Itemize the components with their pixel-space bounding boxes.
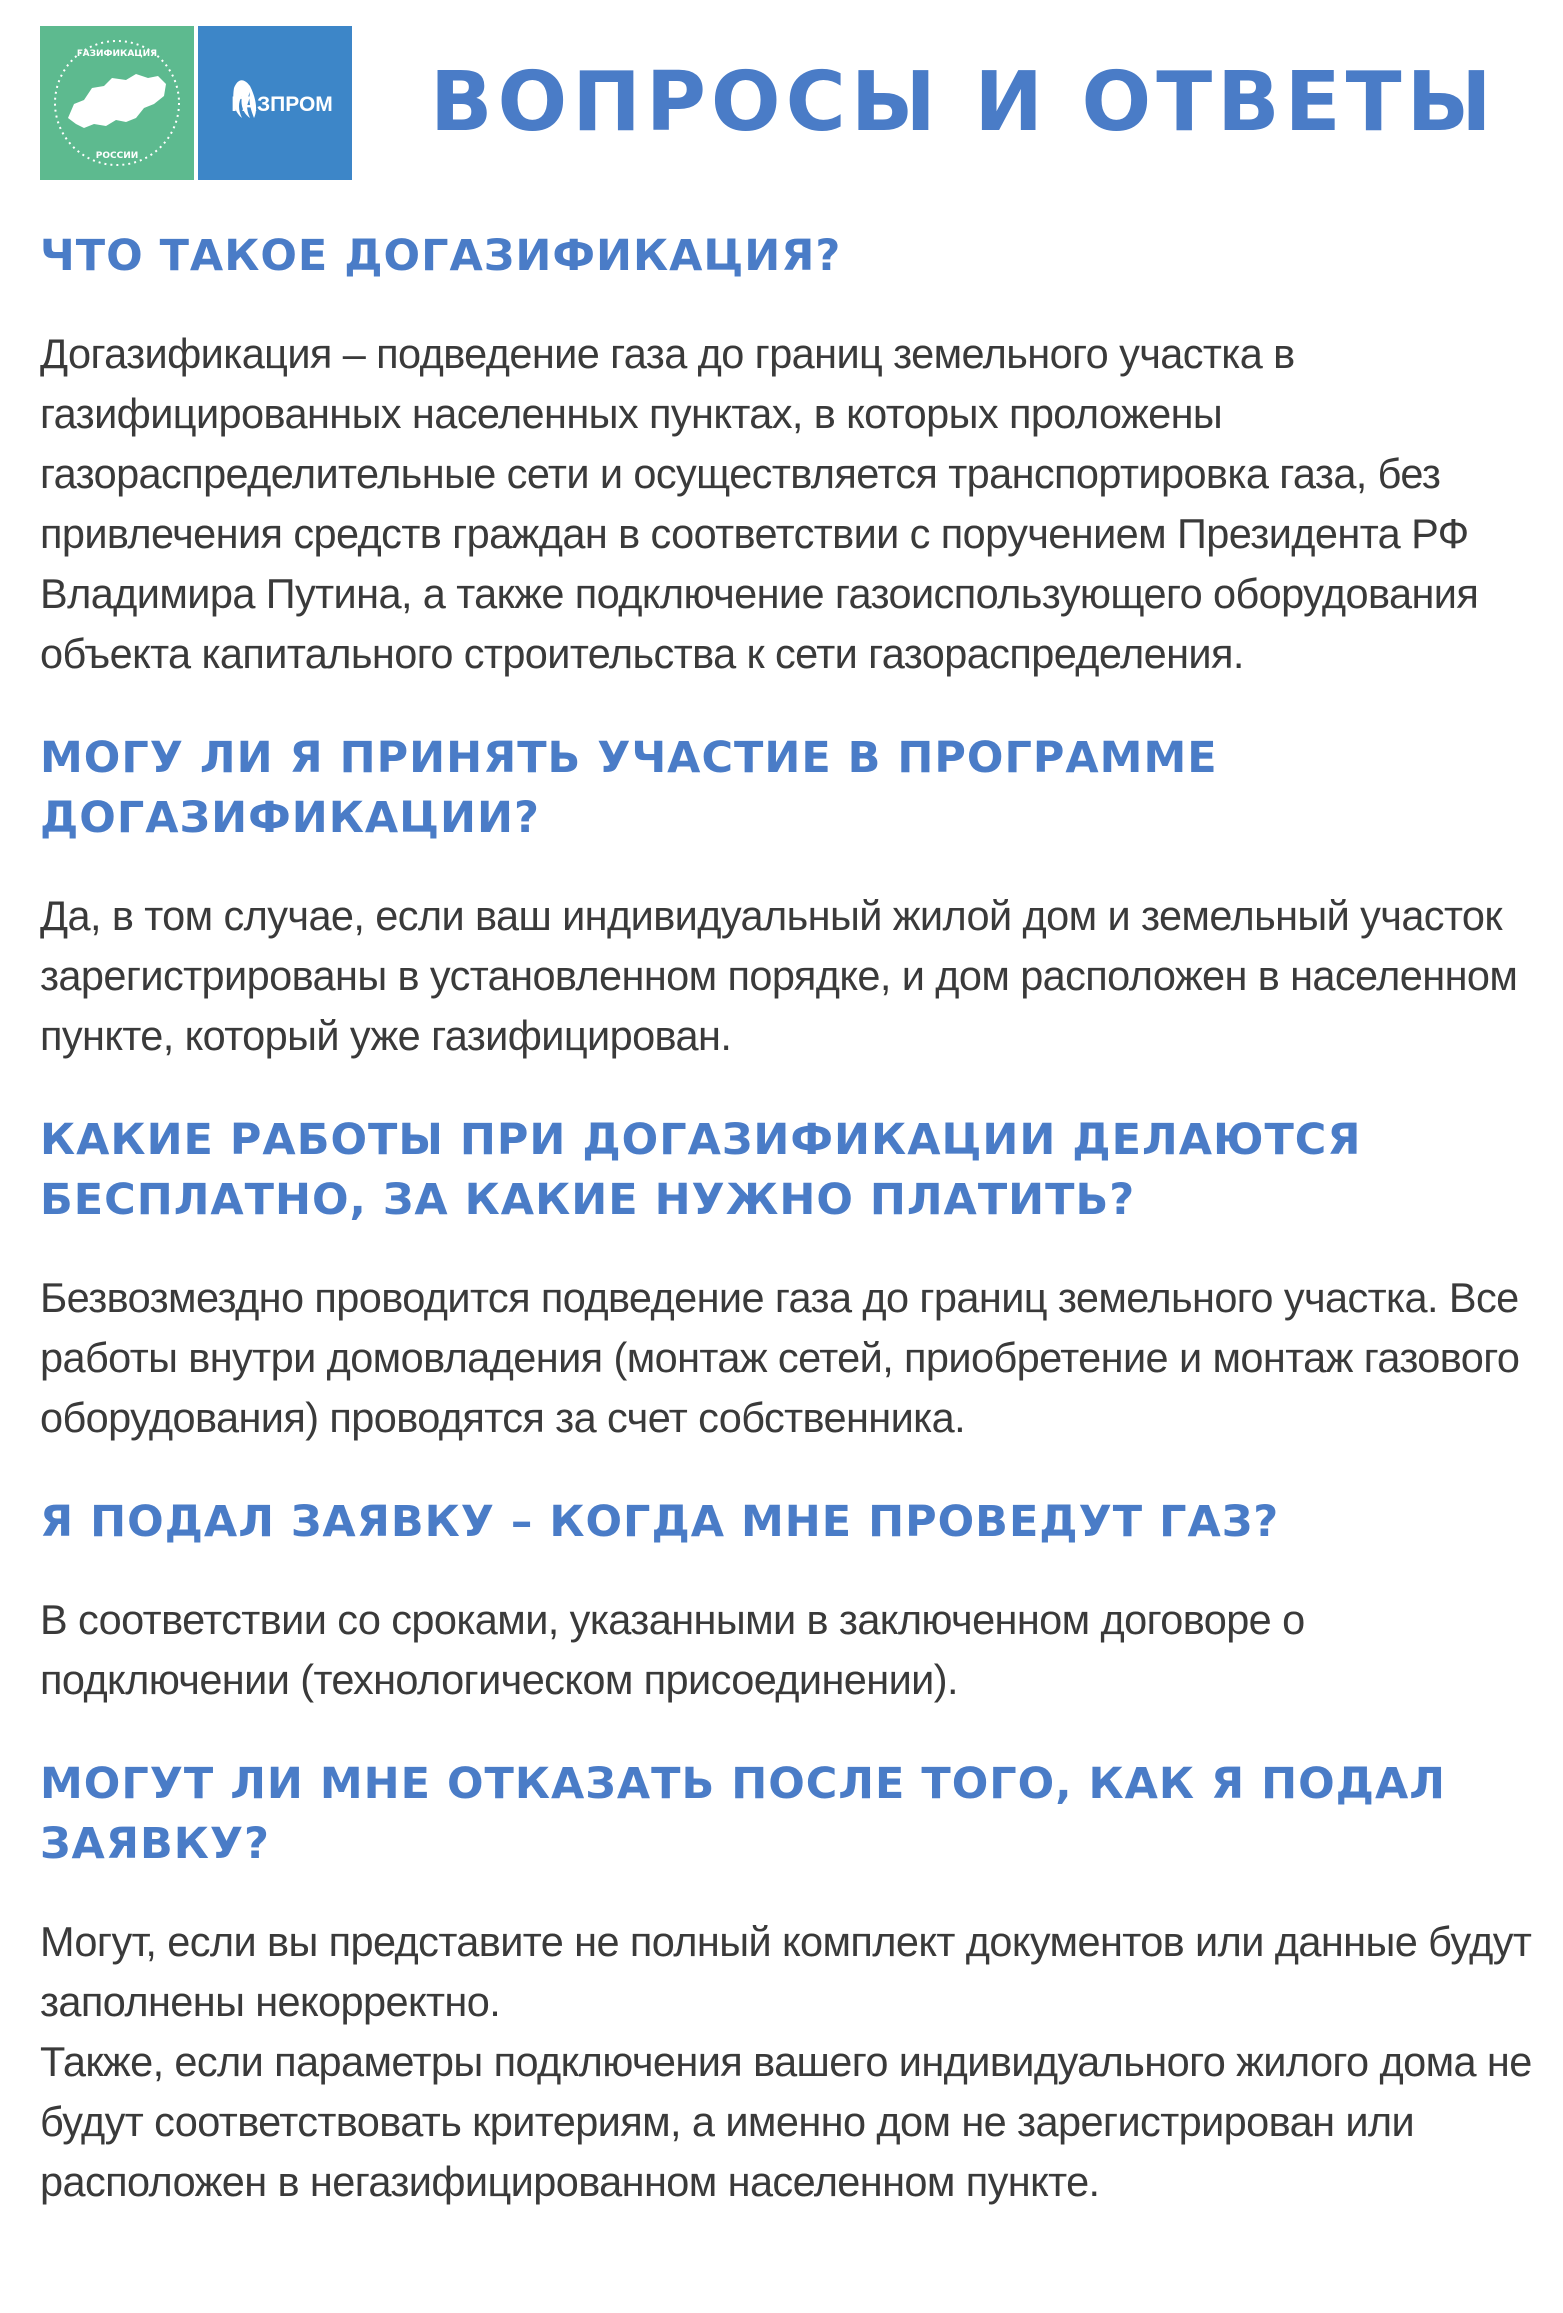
question-heading: МОГУТ ЛИ МНЕ ОТКАЗАТЬ ПОСЛЕ ТОГО, КАК Я ПОДАЛ ЗАЯВКУ? [40, 1759, 1446, 1869]
answer-paragraph: Да, в том случае, если ваш индивидуальный жилой дом и земельный участок зарегистрированы в установленном порядке, и дом расположен в населенном пункте, который уже газифицирован. [40, 892, 1518, 1059]
qa-item [40, 226, 1535, 684]
answer-text [40, 1590, 1535, 1710]
header [40, 26, 1520, 180]
russia-map-icon [40, 26, 194, 180]
page-title: ВОПРОСЫ И ОТВЕТЫ [430, 55, 1497, 150]
answer-text [40, 324, 1535, 684]
gazprom-logo [198, 26, 352, 180]
answer-paragraph: В соответствии со сроками, указанными в заключенном договоре о подключении (технологическом присоединении). [40, 1596, 1305, 1703]
qa-list [40, 226, 1535, 2256]
answer-paragraph: Догазификация – подведение газа до границ земельного участка в газифицированных населенных пунктах, в которых проложены газораспределительные сети и осуществляется транспортировка газа, без привлечения средств граждан в соответствии с поручением Президента РФ Владимира Путина, а также подключение газоиспользующего оборудования объекта капитального строительства к сети газораспределения. [40, 330, 1479, 677]
answer-text [40, 1268, 1535, 1448]
question-heading: КАКИЕ РАБОТЫ ПРИ ДОГАЗИФИКАЦИИ ДЕЛАЮТСЯ БЕСПЛАТНО, ЗА КАКИЕ НУЖНО ПЛАТИТЬ? [40, 1115, 1362, 1225]
logo-lettering-bottom: РОССИИ [95, 151, 139, 161]
question-heading: ЧТО ТАКОЕ ДОГАЗИФИКАЦИЯ? [40, 231, 842, 281]
qa-item [40, 728, 1535, 1066]
question-heading: Я ПОДАЛ ЗАЯВКУ – КОГДА МНЕ ПРОВЕДУТ ГАЗ? [40, 1497, 1280, 1547]
answer-paragraph: Безвозмездно проводится подведение газа до границ земельного участка. Все работы внутри домовладения (монтаж сетей, приобретение и монтаж газового оборудования) проводятся за счет собственника. [40, 1274, 1520, 1441]
logo-lettering: ГАЗИФИКАЦИЯ [76, 49, 158, 59]
answer-paragraph: Могут, если вы представите не полный комплект документов или данные будут заполнены некорректно. [40, 1918, 1532, 2025]
gasification-russia-logo [40, 26, 194, 180]
answer-paragraph-extra: Также, если параметры подключения вашего индивидуального жилого дома не будут соответствовать критериям, а именно дом не зарегистрирован или расположен в негазифицированном населенном пункте. [40, 2038, 1532, 2205]
gazprom-logo-text: ГАЗПРОМ [231, 93, 333, 116]
qa-item [40, 1754, 1535, 2212]
qa-item [40, 1492, 1535, 1710]
question-heading: МОГУ ЛИ Я ПРИНЯТЬ УЧАСТИЕ В ПРОГРАММЕ ДОГАЗИФИКАЦИИ? [40, 733, 1218, 843]
answer-text [40, 886, 1535, 1066]
gazprom-flame-icon [198, 26, 352, 180]
answer-text [40, 1912, 1535, 2212]
qa-item [40, 1110, 1535, 1448]
